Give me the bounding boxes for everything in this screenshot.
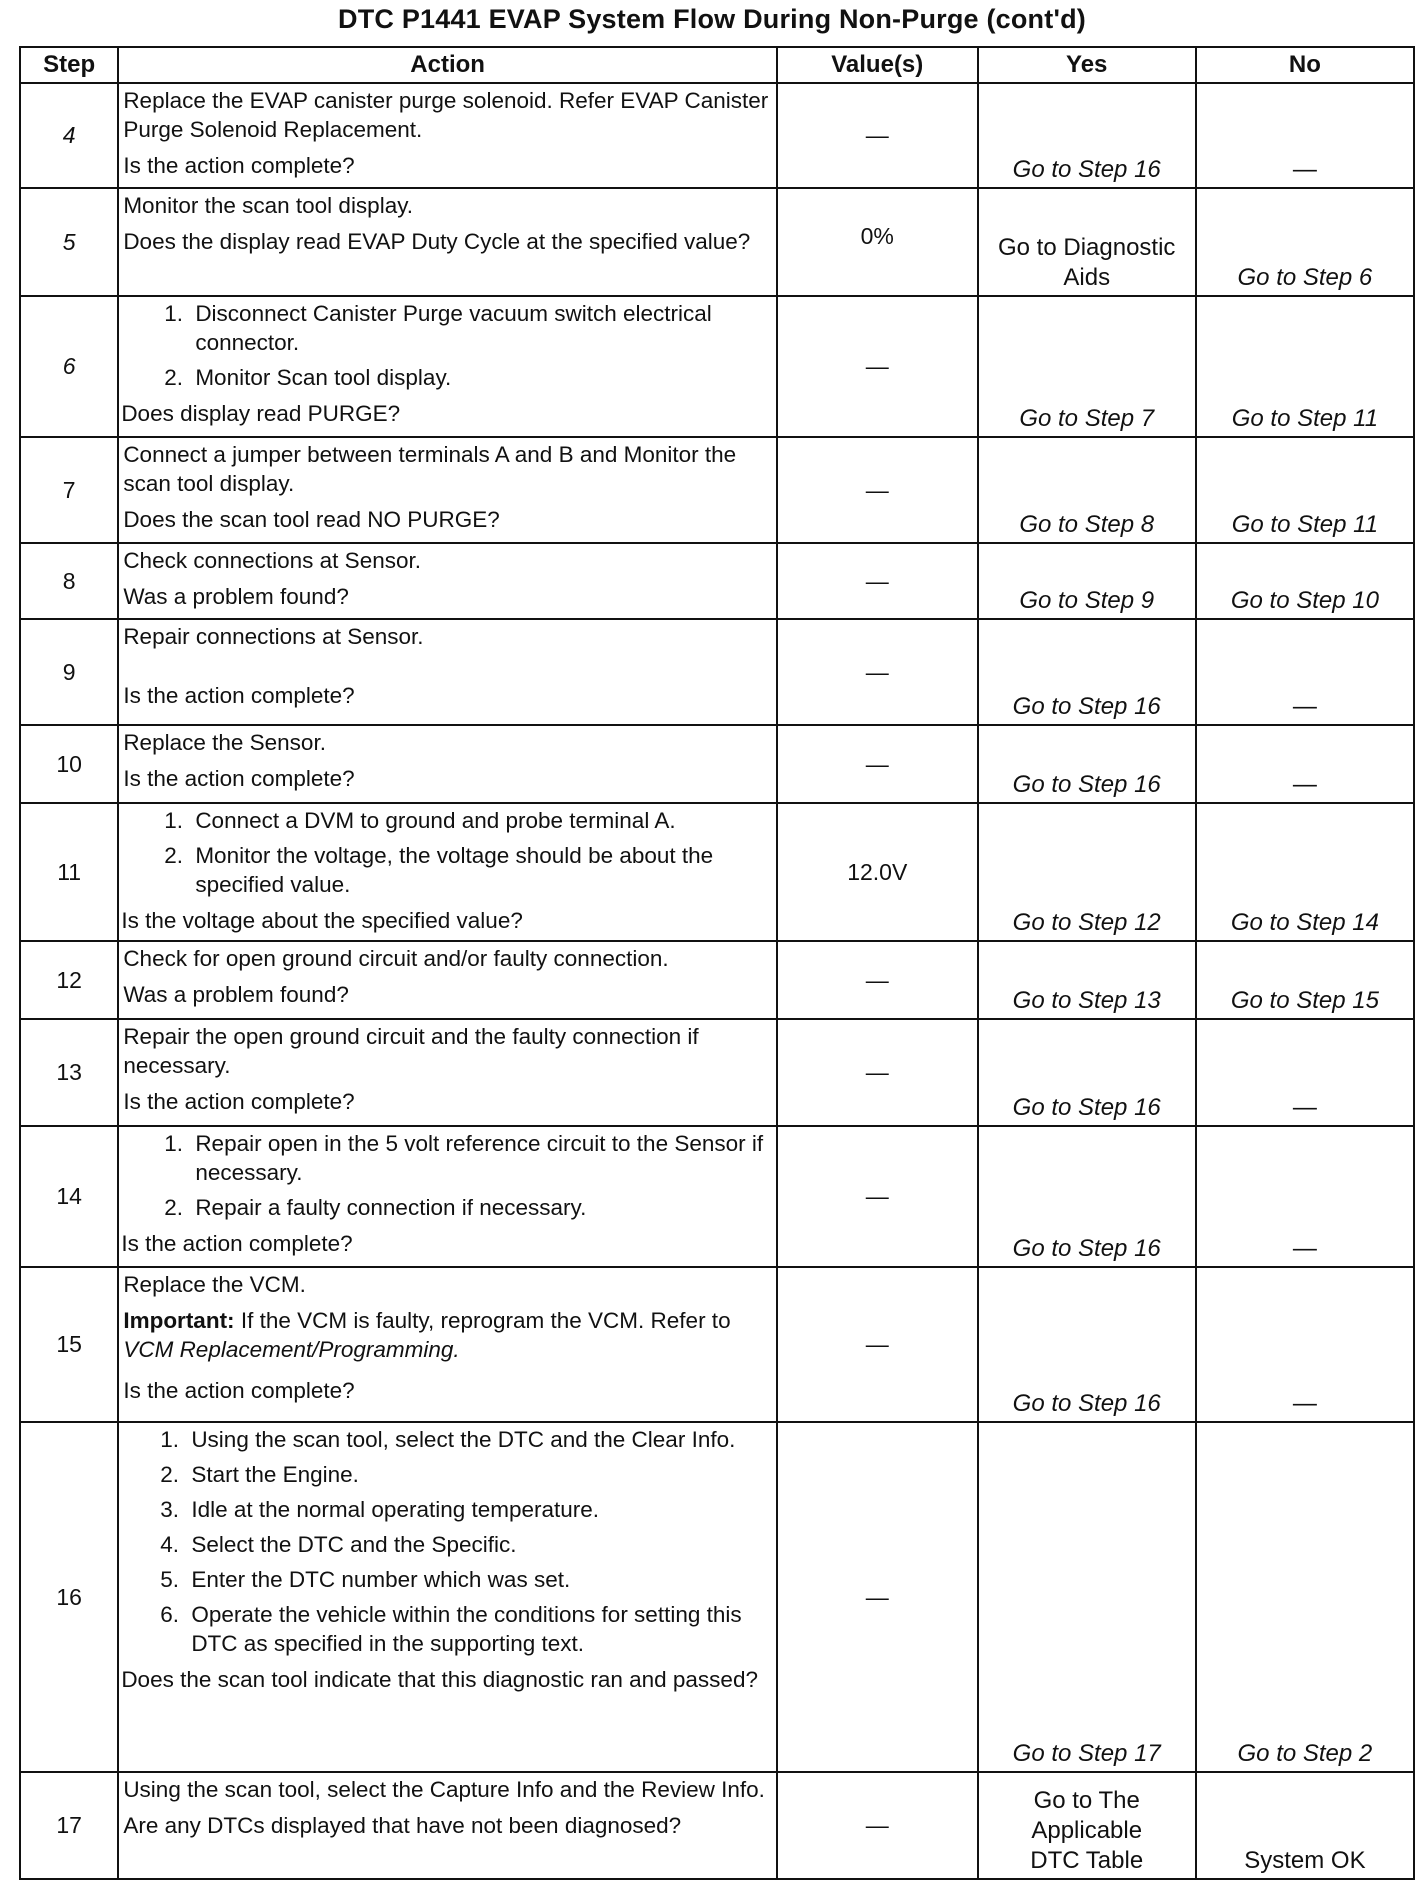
action-text: Connect a jumper between terminals A and B and Monitor the scan tool display. xyxy=(123,442,737,496)
action-step: 1. Using the scan tool, select the DTC and the Clear Info. xyxy=(185,1425,770,1454)
value-cell: — xyxy=(777,1019,978,1126)
table-row xyxy=(20,188,1414,296)
no-cell: Go to Step 14 xyxy=(1196,803,1414,941)
action-steps xyxy=(123,1425,770,1658)
action-steps xyxy=(123,299,770,392)
action-step: 2. Monitor the voltage, the voltage should be about the specified value. xyxy=(189,841,770,899)
action-step: 3. Idle at the normal operating temperature. xyxy=(185,1495,770,1524)
yes-cell: Go to Step 16 xyxy=(978,1267,1196,1422)
step-number: 17 xyxy=(20,1772,118,1879)
action-step: 1. Repair open in the 5 volt reference circuit to the Sensor if necessary. xyxy=(189,1129,770,1187)
no-cell: System OK xyxy=(1196,1772,1414,1879)
step-number: 9 xyxy=(20,619,118,725)
action-question: Is the action complete? xyxy=(123,683,355,708)
step-number: 12 xyxy=(20,941,118,1019)
important-label: Important: xyxy=(123,1308,235,1333)
no-cell: — xyxy=(1196,1019,1414,1126)
value-cell: — xyxy=(777,1267,978,1422)
action-cell xyxy=(118,1019,777,1126)
action-step: 4. Select the DTC and the Specific. xyxy=(185,1530,770,1559)
action-question: Is the voltage about the specified value? xyxy=(121,908,523,933)
header-no: No xyxy=(1196,47,1414,83)
yes-cell: Go to Step 17 xyxy=(978,1422,1196,1772)
action-question: Does the scan tool read NO PURGE? xyxy=(123,507,500,532)
action-cell xyxy=(118,1126,777,1267)
no-cell: Go to Step 2 xyxy=(1196,1422,1414,1772)
diagnostic-table xyxy=(19,46,1415,1880)
value-cell: — xyxy=(777,1422,978,1772)
no-cell: Go to Step 10 xyxy=(1196,543,1414,619)
action-step: 2. Repair a faulty connection if necessary. xyxy=(189,1193,770,1222)
action-cell xyxy=(118,1422,777,1772)
action-question: Does the display read EVAP Duty Cycle at the specified value? xyxy=(123,229,751,254)
action-step: 1. Connect a DVM to ground and probe terminal A. xyxy=(189,806,770,835)
table-row xyxy=(20,1422,1414,1772)
action-question: Is the action complete? xyxy=(123,1378,355,1403)
action-cell xyxy=(118,725,777,803)
action-question: Was a problem found? xyxy=(123,982,349,1007)
no-cell: — xyxy=(1196,619,1414,725)
action-text: Check connections at Sensor. xyxy=(123,548,421,573)
yes-cell: Go to Step 9 xyxy=(978,543,1196,619)
no-cell: Go to Step 6 xyxy=(1196,188,1414,296)
action-question: Are any DTCs displayed that have not been diagnosed? xyxy=(123,1813,682,1838)
step-number: 16 xyxy=(20,1422,118,1772)
no-cell: Go to Step 15 xyxy=(1196,941,1414,1019)
action-cell xyxy=(118,188,777,296)
no-cell: — xyxy=(1196,725,1414,803)
yes-cell: Go to Step 7 xyxy=(978,296,1196,437)
table-row xyxy=(20,83,1414,188)
no-cell: — xyxy=(1196,1126,1414,1267)
reference-link: VCM Replacement/Programming. xyxy=(123,1337,460,1362)
step-number: 6 xyxy=(20,296,118,437)
step-number: 11 xyxy=(20,803,118,941)
action-cell xyxy=(118,619,777,725)
yes-cell: Go to Step 16 xyxy=(978,83,1196,188)
value-cell: 0% xyxy=(777,188,978,296)
action-question: Does display read PURGE? xyxy=(121,401,401,426)
table-row xyxy=(20,803,1414,941)
table-row xyxy=(20,296,1414,437)
action-cell xyxy=(118,543,777,619)
action-cell xyxy=(118,296,777,437)
step-number: 7 xyxy=(20,437,118,543)
action-question: Is the action complete? xyxy=(123,153,355,178)
header-values: Value(s) xyxy=(777,47,978,83)
action-text: Repair connections at Sensor. xyxy=(123,624,424,649)
action-step: 1. Disconnect Canister Purge vacuum switch electrical connector. xyxy=(189,299,770,357)
action-cell xyxy=(118,803,777,941)
header-yes: Yes xyxy=(978,47,1196,83)
action-steps xyxy=(123,1129,770,1222)
action-step: 5. Enter the DTC number which was set. xyxy=(185,1565,770,1594)
important-text: If the VCM is faulty, reprogram the VCM. Refer to xyxy=(240,1308,731,1333)
yes-cell: Go to Step 12 xyxy=(978,803,1196,941)
action-text: Replace the EVAP canister purge solenoid. Refer EVAP Canister Purge Solenoid Replacement. xyxy=(123,88,769,142)
step-number: 14 xyxy=(20,1126,118,1267)
step-number: 10 xyxy=(20,725,118,803)
yes-cell: Go to Step 13 xyxy=(978,941,1196,1019)
action-question: Is the action complete? xyxy=(121,1231,353,1256)
value-cell: — xyxy=(777,1772,978,1879)
value-cell: 12.0V xyxy=(777,803,978,941)
table-row xyxy=(20,725,1414,803)
action-question: Is the action complete? xyxy=(123,766,355,791)
table-row xyxy=(20,543,1414,619)
yes-cell: Go to Step 16 xyxy=(978,1126,1196,1267)
action-text: Using the scan tool, select the Capture Info and the Review Info. xyxy=(123,1777,765,1802)
yes-cell: Go to Diagnostic Aids xyxy=(978,188,1196,296)
action-text: Replace the VCM. xyxy=(123,1272,306,1297)
no-cell: — xyxy=(1196,1267,1414,1422)
action-cell xyxy=(118,1267,777,1422)
table-row xyxy=(20,619,1414,725)
yes-cell: Go to Step 16 xyxy=(978,1019,1196,1126)
important-note xyxy=(123,1306,770,1364)
action-question: Was a problem found? xyxy=(123,584,349,609)
no-cell: Go to Step 11 xyxy=(1196,437,1414,543)
table-row xyxy=(20,1772,1414,1879)
action-step: 6. Operate the vehicle within the conditions for setting this DTC as specified in the supporting text. xyxy=(185,1600,770,1658)
yes-cell: Go to Step 16 xyxy=(978,619,1196,725)
value-cell: — xyxy=(777,1126,978,1267)
no-cell: — xyxy=(1196,83,1414,188)
table-row xyxy=(20,941,1414,1019)
no-cell: Go to Step 11 xyxy=(1196,296,1414,437)
table-row xyxy=(20,1019,1414,1126)
yes-cell: Go to Step 8 xyxy=(978,437,1196,543)
header-action: Action xyxy=(118,47,777,83)
action-text: Repair the open ground circuit and the faulty connection if necessary. xyxy=(123,1024,699,1078)
header-step: Step xyxy=(20,47,118,83)
value-cell: — xyxy=(777,619,978,725)
value-cell: — xyxy=(777,725,978,803)
value-cell: — xyxy=(777,83,978,188)
table-row xyxy=(20,1126,1414,1267)
step-number: 8 xyxy=(20,543,118,619)
action-cell xyxy=(118,437,777,543)
action-question: Does the scan tool indicate that this diagnostic ran and passed? xyxy=(121,1667,758,1692)
step-number: 4 xyxy=(20,83,118,188)
header-row xyxy=(20,47,1414,83)
yes-cell: Go to The Applicable DTC Table xyxy=(978,1772,1196,1879)
step-number: 15 xyxy=(20,1267,118,1422)
value-cell: — xyxy=(777,296,978,437)
step-number: 5 xyxy=(20,188,118,296)
action-step: 2. Start the Engine. xyxy=(185,1460,770,1489)
action-steps xyxy=(123,806,770,899)
page-title: DTC P1441 EVAP System Flow During Non-Purge (cont'd) xyxy=(338,4,1086,34)
value-cell: — xyxy=(777,437,978,543)
yes-cell: Go to Step 16 xyxy=(978,725,1196,803)
action-text: Monitor the scan tool display. xyxy=(123,193,414,218)
action-cell xyxy=(118,83,777,188)
action-text: Replace the Sensor. xyxy=(123,730,326,755)
action-step: 2. Monitor Scan tool display. xyxy=(189,363,770,392)
table-row xyxy=(20,437,1414,543)
action-cell xyxy=(118,1772,777,1879)
action-cell xyxy=(118,941,777,1019)
action-text: Check for open ground circuit and/or faulty connection. xyxy=(123,946,669,971)
value-cell: — xyxy=(777,941,978,1019)
action-question: Is the action complete? xyxy=(123,1089,355,1114)
value-cell: — xyxy=(777,543,978,619)
step-number: 13 xyxy=(20,1019,118,1126)
table-row xyxy=(20,1267,1414,1422)
